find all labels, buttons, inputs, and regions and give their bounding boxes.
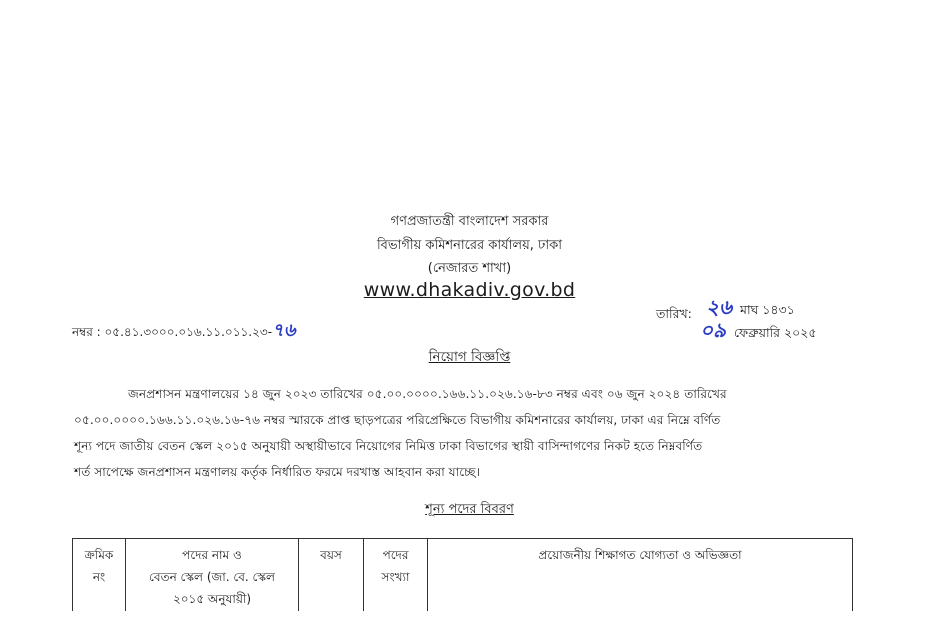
date-english-day: ০৯ — [700, 318, 726, 342]
memo-number — [72, 316, 295, 347]
notice-title-text: নিয়োগ বিজ্ঞপ্তি — [428, 349, 511, 365]
header-age: বয়স — [299, 539, 364, 614]
date-label: তারিখ: — [656, 306, 692, 321]
header-post-line: পদের নাম ও — [182, 548, 242, 562]
page-crop-edge — [0, 611, 939, 632]
date-english-month-year: ফেব্রুয়ারি ২০২৫ — [733, 325, 817, 340]
header-serial-line: নং — [92, 570, 106, 584]
header-post-line: ২০১৫ অনুযায়ী) — [172, 592, 252, 606]
notice-body — [74, 381, 864, 485]
header-post-count — [364, 539, 428, 614]
vacancy-table — [72, 538, 853, 614]
body-line-4: শর্ত সাপেক্ষে জনপ্রশাসন মন্ত্রণালয় কর্তৃক নির্ধারিত ফরমে দরখাস্ত আহবান করা যাচ্ছে। — [74, 465, 481, 479]
header-post-name — [126, 539, 299, 614]
table-header-row — [73, 539, 853, 614]
govt-name: গণপ্রজাতন্ত্রী বাংলাদেশ সরকার — [390, 214, 549, 229]
body-line-2: ০৫.০০.০০০০.১৬৬.১১.০২৬.১৬-৭৬ নম্বর স্মারকে প্রাপ্ত ছাড়পত্রের পরিপ্রেক্ষিতে বিভাগীয় কমিশনারের কার্যালয়, ঢাকা এর নিম্নে বর্ণিত — [74, 413, 721, 427]
memo-prefix: নম্বর : ০৫.৪১.৩০০০.০১৬.১১.০১১.২৩- — [72, 325, 273, 339]
header-serial — [73, 539, 126, 614]
vacancy-subtitle — [0, 500, 939, 521]
header-serial-line: ক্রমিক — [84, 548, 114, 562]
body-line-1: জনপ্রশাসন মন্ত্রণালয়ের ১৪ জুন ২০২৩ তারিখের ০৫.০০.০০০০.১৬৬.১১.০২৬.১৬-৮৩ নম্বর এবং ০৬ জুন ২০২৪ তারিখের — [128, 387, 727, 401]
memo-handwritten-number: ৭৬ — [272, 320, 296, 341]
header-post-line: বেতন স্কেল (জা. বে. স্কেল — [149, 570, 275, 584]
header-count-line: সংখ্যা — [381, 570, 410, 584]
date-bangla-day: ২৬ — [706, 295, 733, 319]
body-line-3: শূন্য পদে জাতীয় বেতন স্কেল ২০১৫ অনুযায়ী অস্থায়ীভাবে নিয়োগের নিমিত্ত ঢাকা বিভাগের স্থায়ী বাসিন্দাগণের নিকট হতে নিম্নবর্ণিত — [74, 439, 703, 453]
office-name: বিভাগীয় কমিশনারের কার্যালয়, ঢাকা — [376, 238, 563, 253]
vacancy-subtitle-text: শূন্য পদের বিবরণ — [425, 502, 514, 517]
header-qualification: প্রয়োজনীয় শিক্ষাগত যোগ্যতা ও অভিজ্ঞতা — [428, 539, 853, 614]
website-link[interactable]: www.dhakadiv.gov.bd — [363, 279, 576, 301]
header-count-line: পদের — [382, 548, 409, 562]
date-english — [700, 316, 817, 349]
notice-title — [0, 346, 939, 369]
date-bangla-month-year: মাঘ ১৪৩১ — [740, 302, 795, 317]
section-name: (নেজারত শাখা) — [427, 261, 512, 276]
